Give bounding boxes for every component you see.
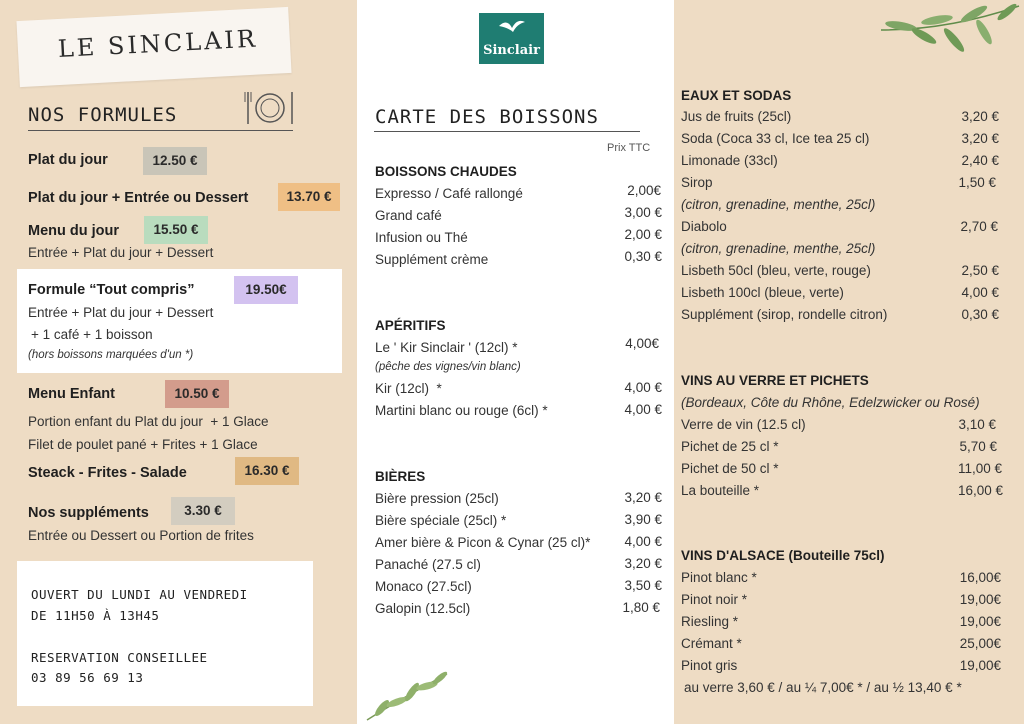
menu-price: 2,00€ bbox=[627, 183, 661, 198]
menu-item: Le ' Kir Sinclair ' (12cl) * bbox=[375, 340, 518, 355]
menu-price: 1,50 € bbox=[958, 175, 996, 190]
formule-desc: Entrée + Plat du jour + Dessert bbox=[28, 305, 214, 320]
menu-price: 4,00 € bbox=[624, 534, 662, 549]
boissons-panel bbox=[357, 0, 674, 724]
formules-panel bbox=[0, 0, 357, 724]
logo-text: Sinclair bbox=[483, 43, 540, 58]
menu-price: 3,20 € bbox=[624, 556, 662, 571]
prix-ttc-label: Prix TTC bbox=[607, 142, 651, 154]
menu-item: Pinot blanc * bbox=[681, 570, 757, 585]
formule-name: Menu Enfant bbox=[28, 386, 115, 402]
menu-item: Amer bière & Picon & Cynar (25 cl)* bbox=[375, 535, 591, 550]
menu-price: 3,20 € bbox=[624, 490, 662, 505]
formule-desc: Entrée ou Dessert ou Portion de frites bbox=[28, 528, 254, 543]
formule-desc: Entrée + Plat du jour + Dessert bbox=[28, 245, 214, 260]
menu-price: 3,50 € bbox=[624, 578, 662, 593]
boissons-heading: CARTE DES BOISSONS bbox=[375, 106, 599, 128]
reservation-text: RESERVATION CONSEILLEE bbox=[31, 650, 208, 665]
formule-name: Nos suppléments bbox=[28, 505, 149, 521]
menu-note: (citron, grenadine, menthe, 25cl) bbox=[681, 197, 876, 212]
category-title: BIÈRES bbox=[375, 469, 426, 484]
leaf-branch-icon bbox=[879, 0, 1024, 64]
menu-item: Limonade (33cl) bbox=[681, 153, 778, 168]
menu-item: Lisbeth 100cl (bleue, verte) bbox=[681, 285, 844, 300]
menu-price: 0,30 € bbox=[624, 249, 662, 264]
menu-item: Bière spéciale (25cl) * bbox=[375, 513, 507, 528]
menu-price: 3,00 € bbox=[624, 205, 662, 220]
formule-name: Plat du jour bbox=[28, 152, 108, 168]
heading-underline bbox=[374, 131, 640, 132]
category-title: VINS AU VERRE ET PICHETS bbox=[681, 373, 869, 388]
formule-note: (hors boissons marquées d'un *) bbox=[28, 349, 194, 361]
menu-price: 25,00€ bbox=[959, 636, 1001, 651]
menu-price: 4,00 € bbox=[624, 380, 662, 395]
price-badge: 12.50 € bbox=[143, 147, 207, 175]
menu-price: 4,00€ bbox=[625, 336, 659, 351]
formule-name: Menu du jour bbox=[28, 223, 120, 239]
price-badge: 10.50 € bbox=[165, 380, 229, 408]
menu-note: (Bordeaux, Côte du Rhône, Edelzwicker ou Rosé) bbox=[681, 395, 980, 410]
price-badge: 3.30 € bbox=[171, 497, 235, 525]
menu-item: Verre de vin (12.5 cl) bbox=[681, 417, 806, 432]
category-title: EAUX ET SODAS bbox=[681, 88, 792, 103]
category-title: APÉRITIFS bbox=[375, 318, 446, 333]
menu-price: 3,20 € bbox=[961, 131, 999, 146]
menu-note: (citron, grenadine, menthe, 25cl) bbox=[681, 241, 876, 256]
menu-price: 3,90 € bbox=[624, 512, 662, 527]
menu-item: Expresso / Café rallongé bbox=[375, 186, 523, 201]
menu-price: 0,30 € bbox=[961, 307, 999, 322]
menu-price: 2,70 € bbox=[960, 219, 998, 234]
phone-number: 03 89 56 69 13 bbox=[31, 670, 144, 685]
opening-hours: DE 11H50 À 13H45 bbox=[31, 608, 160, 623]
menu-item: Infusion ou Thé bbox=[375, 230, 468, 245]
menu-price: 11,00 € bbox=[957, 461, 1002, 476]
menu-item: Sirop bbox=[681, 175, 713, 190]
price-badge: 13.70 € bbox=[278, 183, 340, 211]
menu-item: Monaco (27.5cl) bbox=[375, 579, 472, 594]
menu-item: Kir (12cl) * bbox=[375, 381, 442, 396]
menu-price: 4,00 € bbox=[624, 402, 662, 417]
formules-heading: NOS FORMULES bbox=[28, 104, 178, 126]
formule-desc: + 1 café + 1 boisson bbox=[31, 327, 153, 342]
formule-desc: Filet de poulet pané + Frites + 1 Glace bbox=[28, 437, 258, 452]
seagull-icon bbox=[497, 16, 527, 40]
price-badge: 19.50€ bbox=[234, 276, 298, 304]
menu-item: Galopin (12.5cl) bbox=[375, 601, 471, 616]
menu-item: Soda (Coca 33 cl, Ice tea 25 cl) bbox=[681, 131, 870, 146]
plate-cutlery-icon bbox=[240, 88, 298, 128]
sinclair-logo bbox=[479, 13, 544, 64]
category-title: BOISSONS CHAUDES bbox=[375, 164, 517, 179]
menu-item: Jus de fruits (25cl) bbox=[681, 109, 792, 124]
title-card bbox=[16, 7, 291, 87]
menu-item: Panaché (27.5 cl) bbox=[375, 557, 481, 572]
menu-item: Pinot noir * bbox=[681, 592, 748, 607]
menu-price: 3,10 € bbox=[958, 417, 996, 432]
menu-item: Supplément crème bbox=[375, 252, 489, 267]
menu-item: Pinot gris bbox=[681, 658, 738, 673]
price-badge: 15.50 € bbox=[144, 216, 208, 244]
menu-item: Grand café bbox=[375, 208, 442, 223]
formule-desc: Portion enfant du Plat du jour + 1 Glace bbox=[28, 414, 269, 429]
menu-note: (pêche des vignes/vin blanc) bbox=[375, 361, 521, 373]
menu-price: 4,00 € bbox=[961, 285, 999, 300]
category-title: VINS D'ALSACE (Bouteille 75cl) bbox=[681, 548, 885, 563]
menu-item: Lisbeth 50cl (bleu, verte, rouge) bbox=[681, 263, 871, 278]
menu-item: Supplément (sirop, rondelle citron) bbox=[681, 307, 888, 322]
menu-price: 3,20 € bbox=[961, 109, 999, 124]
menu-item: Martini blanc ou rouge (6cl) * bbox=[375, 403, 548, 418]
heading-underline bbox=[28, 130, 293, 131]
menu-item: La bouteille * bbox=[681, 483, 760, 498]
formule-name: Steack - Frites - Salade bbox=[28, 465, 187, 481]
olive-branch-icon bbox=[362, 668, 452, 724]
formule-name: Formule “Tout compris” bbox=[28, 282, 195, 298]
menu-price: 16,00 € bbox=[957, 483, 1003, 498]
menu-price: 19,00€ bbox=[959, 614, 1001, 629]
menu-price: 2,40 € bbox=[961, 153, 999, 168]
menu-item: Diabolo bbox=[681, 219, 727, 234]
restaurant-name: LE SINCLAIR bbox=[57, 24, 259, 64]
menu-price: 16,00€ bbox=[959, 570, 1001, 585]
menu-price: 2,50 € bbox=[961, 263, 999, 278]
glass-prices: au verre 3,60 € / au ¼ 7,00€ * / au ½ 13,40 € * bbox=[684, 680, 962, 695]
menu-price: 5,70 € bbox=[959, 439, 997, 454]
menu-item: Riesling * bbox=[681, 614, 739, 629]
price-badge: 16.30 € bbox=[235, 457, 299, 485]
formule-name: Plat du jour + Entrée ou Dessert bbox=[28, 190, 249, 206]
sodas-vins-panel bbox=[674, 0, 1024, 724]
menu-item: Bière pression (25cl) bbox=[375, 491, 499, 506]
menu-item: Pichet de 25 cl * bbox=[681, 439, 779, 454]
menu-item: Pichet de 50 cl * bbox=[681, 461, 779, 476]
menu-price: 2,00 € bbox=[624, 227, 662, 242]
menu-price: 19,00€ bbox=[959, 592, 1001, 607]
menu-price: 1,80 € bbox=[622, 600, 660, 615]
menu-item: Crémant * bbox=[681, 636, 742, 651]
opening-days: OUVERT DU LUNDI AU VENDREDI bbox=[31, 587, 248, 602]
menu-price: 19,00€ bbox=[959, 658, 1001, 673]
